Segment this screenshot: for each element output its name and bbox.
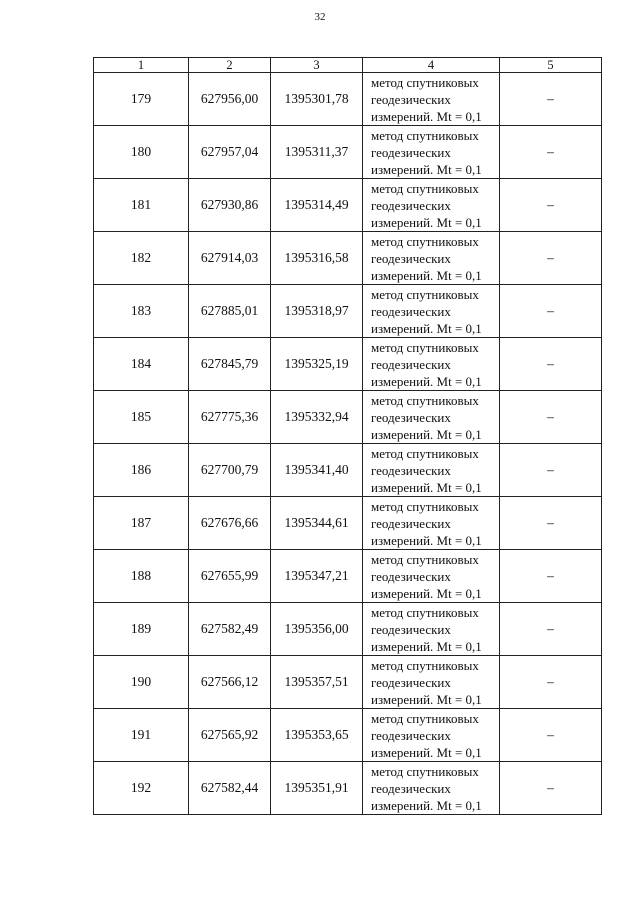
table-row bbox=[94, 762, 602, 815]
note-cell: – bbox=[500, 762, 602, 815]
header-col-3: 3 bbox=[271, 58, 363, 73]
method-line: геодезических bbox=[371, 91, 451, 107]
method-cell bbox=[363, 232, 500, 285]
note-cell: – bbox=[500, 285, 602, 338]
point-number-cell: 184 bbox=[94, 338, 189, 391]
x-coordinate-cell: 627582,44 bbox=[189, 762, 271, 815]
x-coordinate-cell: 627676,66 bbox=[189, 497, 271, 550]
point-number-cell: 187 bbox=[94, 497, 189, 550]
y-coordinate-cell: 1395318,97 bbox=[271, 285, 363, 338]
y-coordinate-cell: 1395347,21 bbox=[271, 550, 363, 603]
method-line: геодезических bbox=[371, 197, 451, 213]
method-line: метод спутниковых bbox=[371, 127, 479, 143]
table-row bbox=[94, 73, 602, 126]
method-line: геодезических bbox=[371, 250, 451, 266]
y-coordinate-cell: 1395353,65 bbox=[271, 709, 363, 762]
method-cell bbox=[363, 444, 500, 497]
table-header-row bbox=[94, 58, 602, 73]
method-cell bbox=[363, 285, 500, 338]
note-cell: – bbox=[500, 338, 602, 391]
table-row bbox=[94, 497, 602, 550]
note-cell: – bbox=[500, 550, 602, 603]
x-coordinate-cell: 627957,04 bbox=[189, 126, 271, 179]
point-number-cell: 182 bbox=[94, 232, 189, 285]
table-row bbox=[94, 656, 602, 709]
method-cell bbox=[363, 656, 500, 709]
header-col-5: 5 bbox=[500, 58, 602, 73]
y-coordinate-cell: 1395301,78 bbox=[271, 73, 363, 126]
y-coordinate-cell: 1395332,94 bbox=[271, 391, 363, 444]
table-row bbox=[94, 285, 602, 338]
method-cell bbox=[363, 179, 500, 232]
y-coordinate-cell: 1395314,49 bbox=[271, 179, 363, 232]
method-line: геодезических bbox=[371, 621, 451, 637]
point-number-cell: 183 bbox=[94, 285, 189, 338]
table-row bbox=[94, 391, 602, 444]
point-number-cell: 190 bbox=[94, 656, 189, 709]
note-cell: – bbox=[500, 444, 602, 497]
method-line: метод спутниковых bbox=[371, 604, 479, 620]
note-cell: – bbox=[500, 391, 602, 444]
method-line: измерений. Mt = 0,1 bbox=[371, 638, 482, 654]
note-cell: – bbox=[500, 73, 602, 126]
point-number-cell: 192 bbox=[94, 762, 189, 815]
y-coordinate-cell: 1395344,61 bbox=[271, 497, 363, 550]
x-coordinate-cell: 627775,36 bbox=[189, 391, 271, 444]
y-coordinate-cell: 1395325,19 bbox=[271, 338, 363, 391]
method-line: геодезических bbox=[371, 780, 451, 796]
method-cell bbox=[363, 709, 500, 762]
method-line: измерений. Mt = 0,1 bbox=[371, 532, 482, 548]
method-cell bbox=[363, 762, 500, 815]
method-cell bbox=[363, 603, 500, 656]
method-line: измерений. Mt = 0,1 bbox=[371, 267, 482, 283]
point-number-cell: 181 bbox=[94, 179, 189, 232]
method-line: измерений. Mt = 0,1 bbox=[371, 691, 482, 707]
note-cell: – bbox=[500, 603, 602, 656]
method-line: измерений. Mt = 0,1 bbox=[371, 108, 482, 124]
note-cell: – bbox=[500, 656, 602, 709]
x-coordinate-cell: 627845,79 bbox=[189, 338, 271, 391]
x-coordinate-cell: 627655,99 bbox=[189, 550, 271, 603]
method-line: измерений. Mt = 0,1 bbox=[371, 320, 482, 336]
method-cell bbox=[363, 73, 500, 126]
point-number-cell: 188 bbox=[94, 550, 189, 603]
x-coordinate-cell: 627565,92 bbox=[189, 709, 271, 762]
table-row bbox=[94, 179, 602, 232]
method-line: измерений. Mt = 0,1 bbox=[371, 797, 482, 813]
method-line: измерений. Mt = 0,1 bbox=[371, 479, 482, 495]
note-cell: – bbox=[500, 497, 602, 550]
x-coordinate-cell: 627956,00 bbox=[189, 73, 271, 126]
y-coordinate-cell: 1395357,51 bbox=[271, 656, 363, 709]
x-coordinate-cell: 627700,79 bbox=[189, 444, 271, 497]
method-line: метод спутниковых bbox=[371, 657, 479, 673]
method-line: метод спутниковых bbox=[371, 392, 479, 408]
method-cell bbox=[363, 391, 500, 444]
method-line: геодезических bbox=[371, 409, 451, 425]
point-number-cell: 185 bbox=[94, 391, 189, 444]
y-coordinate-cell: 1395316,58 bbox=[271, 232, 363, 285]
table-row bbox=[94, 232, 602, 285]
table-body bbox=[94, 73, 602, 815]
method-line: метод спутниковых bbox=[371, 286, 479, 302]
method-line: метод спутниковых bbox=[371, 763, 479, 779]
table-row bbox=[94, 338, 602, 391]
method-cell bbox=[363, 497, 500, 550]
method-line: метод спутниковых bbox=[371, 339, 479, 355]
method-cell bbox=[363, 338, 500, 391]
method-cell bbox=[363, 126, 500, 179]
method-line: геодезических bbox=[371, 727, 451, 743]
y-coordinate-cell: 1395311,37 bbox=[271, 126, 363, 179]
x-coordinate-cell: 627885,01 bbox=[189, 285, 271, 338]
method-line: метод спутниковых bbox=[371, 180, 479, 196]
x-coordinate-cell: 627582,49 bbox=[189, 603, 271, 656]
method-cell bbox=[363, 550, 500, 603]
x-coordinate-cell: 627930,86 bbox=[189, 179, 271, 232]
y-coordinate-cell: 1395351,91 bbox=[271, 762, 363, 815]
method-line: измерений. Mt = 0,1 bbox=[371, 214, 482, 230]
table-row bbox=[94, 444, 602, 497]
method-line: измерений. Mt = 0,1 bbox=[371, 373, 482, 389]
table-row bbox=[94, 709, 602, 762]
method-line: измерений. Mt = 0,1 bbox=[371, 744, 482, 760]
x-coordinate-cell: 627914,03 bbox=[189, 232, 271, 285]
table-row bbox=[94, 550, 602, 603]
method-line: измерений. Mt = 0,1 bbox=[371, 585, 482, 601]
method-line: метод спутниковых bbox=[371, 74, 479, 90]
note-cell: – bbox=[500, 126, 602, 179]
method-line: метод спутниковых bbox=[371, 445, 479, 461]
coordinates-table bbox=[93, 57, 602, 815]
method-line: геодезических bbox=[371, 462, 451, 478]
point-number-cell: 186 bbox=[94, 444, 189, 497]
header-col-1: 1 bbox=[94, 58, 189, 73]
point-number-cell: 179 bbox=[94, 73, 189, 126]
note-cell: – bbox=[500, 232, 602, 285]
method-line: метод спутниковых bbox=[371, 710, 479, 726]
x-coordinate-cell: 627566,12 bbox=[189, 656, 271, 709]
method-line: геодезических bbox=[371, 568, 451, 584]
header-col-2: 2 bbox=[189, 58, 271, 73]
method-line: геодезических bbox=[371, 303, 451, 319]
point-number-cell: 180 bbox=[94, 126, 189, 179]
header-col-4: 4 bbox=[363, 58, 500, 73]
method-line: геодезических bbox=[371, 674, 451, 690]
point-number-cell: 191 bbox=[94, 709, 189, 762]
method-line: геодезических bbox=[371, 356, 451, 372]
table-row bbox=[94, 126, 602, 179]
method-line: геодезических bbox=[371, 144, 451, 160]
note-cell: – bbox=[500, 179, 602, 232]
note-cell: – bbox=[500, 709, 602, 762]
method-line: геодезических bbox=[371, 515, 451, 531]
table-row bbox=[94, 603, 602, 656]
y-coordinate-cell: 1395341,40 bbox=[271, 444, 363, 497]
page-number: 32 bbox=[314, 11, 326, 23]
y-coordinate-cell: 1395356,00 bbox=[271, 603, 363, 656]
method-line: метод спутниковых bbox=[371, 498, 479, 514]
method-line: измерений. Mt = 0,1 bbox=[371, 426, 482, 442]
method-line: метод спутниковых bbox=[371, 551, 479, 567]
point-number-cell: 189 bbox=[94, 603, 189, 656]
method-line: измерений. Mt = 0,1 bbox=[371, 161, 482, 177]
method-line: метод спутниковых bbox=[371, 233, 479, 249]
